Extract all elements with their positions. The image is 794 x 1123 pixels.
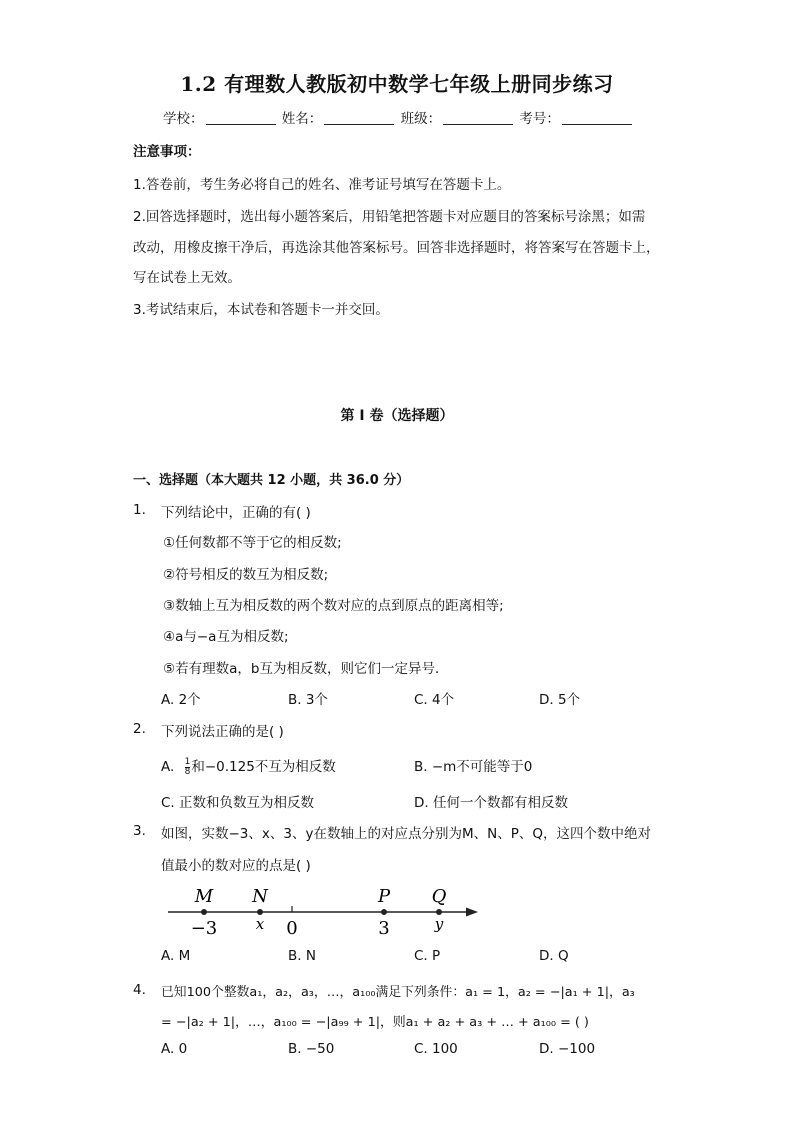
name-blank[interactable] xyxy=(324,112,394,125)
question-1-item-4: ④a与−a互为相反数; xyxy=(163,629,289,645)
question-1-option-b[interactable]: B. 3个 xyxy=(288,692,328,708)
question-3-number: 3. xyxy=(133,823,146,839)
question-1-item-3: ③数轴上互为相反数的两个数对应的点到原点的距离相等; xyxy=(163,598,504,614)
point-m-value: −3 xyxy=(190,918,218,939)
part1-heading: 一、选择题（本大题共 12 小题，共 36.0 分） xyxy=(133,473,410,488)
question-2-number: 2. xyxy=(133,721,146,737)
school-blank[interactable] xyxy=(206,112,276,125)
question-4-stem-line-1: 已知100个整数a₁，a₂，a₃，…，a₁₀₀满足下列条件：a₁ = 1，a₂ = −|a₁ + 1|，a₃ xyxy=(161,985,635,1000)
question-3-stem-line-1: 如图，实数−3、x、3、y在数轴上的对应点分别为M、N、P、Q，这四个数中绝对 xyxy=(161,826,651,842)
question-3-option-b[interactable]: B. N xyxy=(288,948,316,964)
school-label: 学校： xyxy=(163,111,204,127)
question-3-option-a[interactable]: A. M xyxy=(161,948,191,964)
page-title: 1.2 有理数人教版初中数学七年级上册同步练习 xyxy=(180,72,614,96)
notice-item-2-line-3: 写在试卷上无效。 xyxy=(133,270,241,286)
point-m-label: M xyxy=(194,886,214,907)
student-info-fields xyxy=(163,107,634,127)
question-2-option-b[interactable]: B. −m不可能等于0 xyxy=(414,759,533,775)
question-1-option-c[interactable]: C. 4个 xyxy=(414,692,455,708)
notice-item-3: 3.考试结束后，本试卷和答题卡一并交回。 xyxy=(133,302,389,318)
question-4-option-a[interactable]: A. 0 xyxy=(161,1041,188,1057)
question-3-stem-line-2: 值最小的数对应的点是( ) xyxy=(161,858,311,874)
question-4-number: 4. xyxy=(133,982,146,998)
point-q-label: Q xyxy=(431,886,447,907)
fraction-numerator: 1 xyxy=(184,756,191,767)
origin-value: 0 xyxy=(286,918,298,939)
question-4-option-d[interactable]: D. −100 xyxy=(539,1041,596,1057)
question-1-number: 1. xyxy=(133,502,146,518)
name-label: 姓名： xyxy=(281,111,323,127)
number-label: 考号： xyxy=(519,111,560,127)
question-4-option-b[interactable]: B. −50 xyxy=(288,1041,335,1057)
question-3-option-d[interactable]: D. Q xyxy=(539,948,569,964)
question-1-option-a[interactable]: A. 2个 xyxy=(161,692,201,708)
point-p-label: P xyxy=(377,886,391,907)
question-1-item-1: ①任何数都不等于它的相反数; xyxy=(163,535,342,551)
question-2-option-d[interactable]: D. 任何一个数都有相反数 xyxy=(414,795,568,811)
point-p xyxy=(381,909,387,915)
question-2-option-a-text: 和−0.125不互为相反数 xyxy=(191,759,336,775)
class-blank[interactable] xyxy=(443,112,513,125)
notice-item-1: 1.答卷前，考生务必将自己的姓名、准考证号填写在答题卡上。 xyxy=(133,177,511,193)
point-p-value: 3 xyxy=(378,918,390,939)
question-1-item-2: ②符号相反的数互为相反数; xyxy=(163,567,329,583)
section-title: 第 I 卷（选择题） xyxy=(340,408,454,424)
question-3-option-c[interactable]: C. P xyxy=(414,948,441,964)
fraction xyxy=(185,758,191,777)
question-4-option-c[interactable]: C. 100 xyxy=(414,1041,458,1057)
question-2-stem: 下列说法正确的是( ) xyxy=(161,724,284,740)
point-m xyxy=(201,909,207,915)
point-n-label: N xyxy=(252,886,268,907)
fraction-denominator: 8 xyxy=(184,766,191,777)
question-2-option-a-label: A. xyxy=(161,759,175,775)
point-q-value: y xyxy=(434,915,444,933)
notice-heading: 注意事项： xyxy=(133,144,201,160)
class-label: 班级： xyxy=(400,111,442,127)
question-1-stem: 下列结论中，正确的有( ) xyxy=(161,505,311,521)
question-1-option-d[interactable]: D. 5个 xyxy=(539,692,581,708)
number-blank[interactable] xyxy=(562,112,632,125)
arrow-right-icon xyxy=(466,908,478,917)
notice-item-2-line-1: 2.回答选择题时，选出每小题答案后，用铅笔把答题卡对应题目的答案标号涂黑；如需 xyxy=(133,209,646,225)
notice-item-2-line-2: 改动，用橡皮擦干净后，再选涂其他答案标号。回答非选择题时，将答案写在答题卡上， xyxy=(133,240,660,256)
question-2-option-a[interactable] xyxy=(161,755,336,777)
point-n-value: x xyxy=(255,915,265,933)
question-2-option-c[interactable]: C. 正数和负数互为相反数 xyxy=(161,795,315,811)
question-1-item-5: ⑤若有理数a，b互为相反数，则它们一定异号． xyxy=(163,661,449,677)
number-line-figure xyxy=(160,876,490,942)
question-4-stem-line-2: = −|a₂ + 1|，…，a₁₀₀ = −|a₉₉ + 1|，则a₁ + a₂ + a₃ + … + a₁₀₀ = ( ) xyxy=(161,1015,589,1030)
